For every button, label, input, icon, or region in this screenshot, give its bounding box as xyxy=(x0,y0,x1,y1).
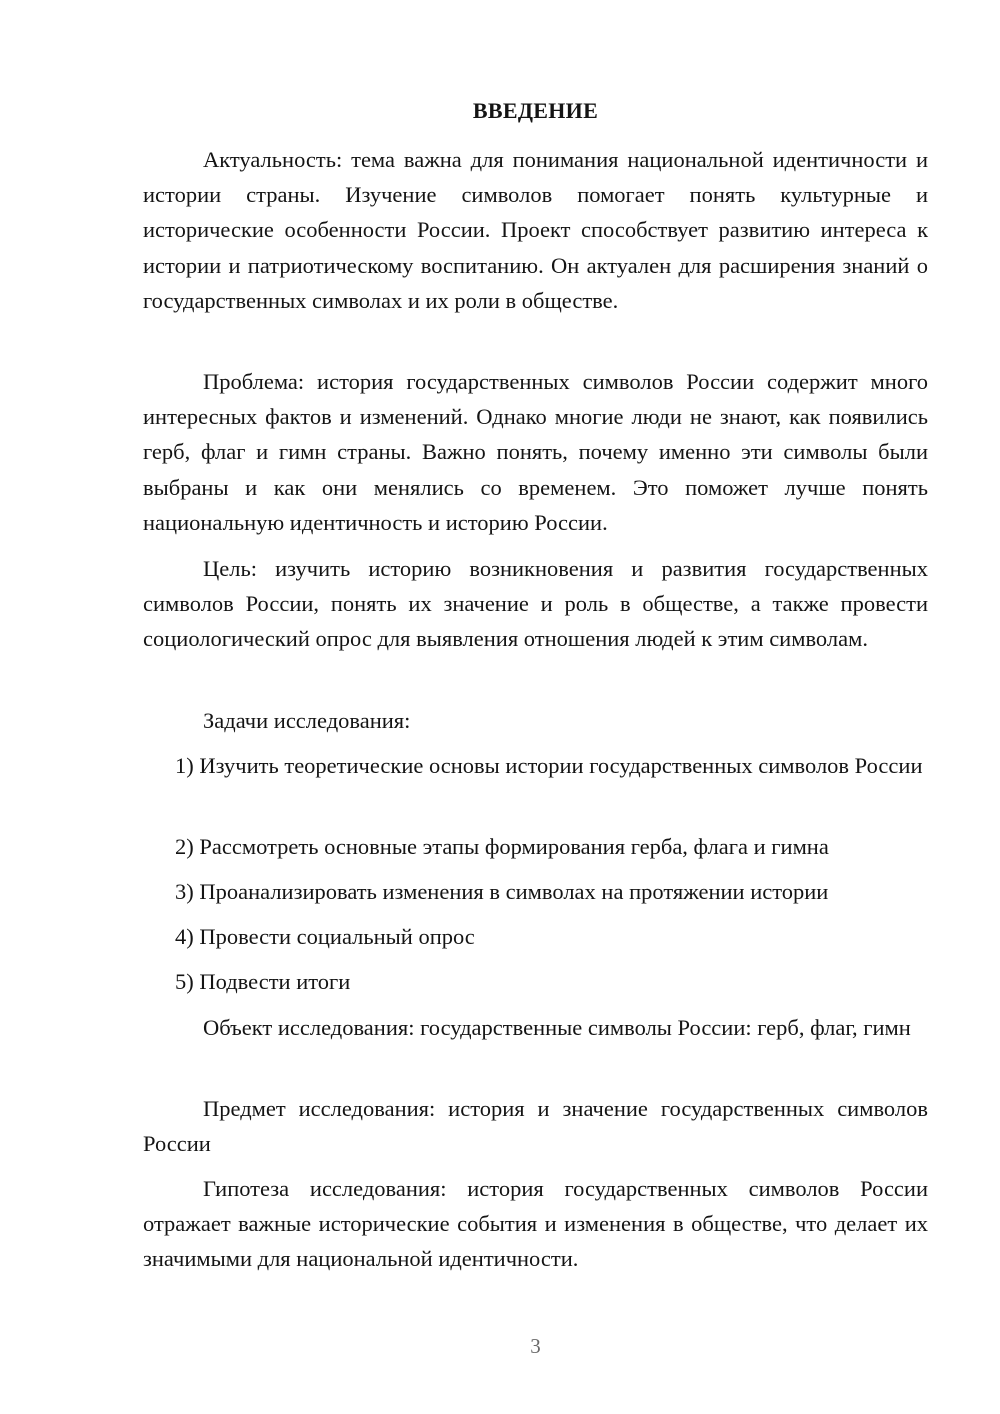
page-number: 3 xyxy=(530,1334,541,1358)
task-item: 3) Проанализировать изменения в символах на протяжении истории xyxy=(175,879,829,904)
subject-paragraph: Предмет исследования: история и значение государственных символов России xyxy=(143,1096,928,1157)
hypothesis-paragraph: Гипотеза исследования: история государственных символов России отражает важные исторические события и изменения в обществе, что делает их значимыми для национальной идентичности. xyxy=(143,1176,928,1272)
relevance-paragraph: Актуальность: тема важна для понимания национальной идентичности и истории страны. Изучение символов помогает понять культурные и исторические особенности России. Проект способствует развитию интереса к истории и патриотическому воспитанию. Он актуален для расширения знаний о государственных символах и их роли в обществе. xyxy=(143,147,928,313)
goal-paragraph: Цель: изучить историю возникновения и развития государственных символов России, понять их значение и роль в обществе, а также провести социологический опрос для выявления отношения людей к этим символам. xyxy=(143,556,928,652)
document-page xyxy=(143,0,928,1414)
problem-paragraph: Проблема: история государственных символов России содержит много интересных фактов и изменений. Однако многие люди не знают, как появились герб, флаг и гимн страны. Важно понять, почему именно эти символы были выбраны и как они менялись со временем. Это поможет лучше понять национальную идентичность и историю России. xyxy=(143,369,928,535)
task-item: 2) Рассмотреть основные этапы формирования герба, флага и гимна xyxy=(175,834,829,859)
tasks-heading: Задачи исследования: xyxy=(203,708,411,733)
task-item: 1) Изучить теоретические основы истории государственных символов России xyxy=(175,753,923,778)
object-paragraph: Объект исследования: государственные символы России: герб, флаг, гимн xyxy=(203,1015,911,1040)
page-title: ВВЕДЕНИЕ xyxy=(472,98,599,123)
task-item: 5) Подвести итоги xyxy=(175,969,351,994)
task-item: 4) Провести социальный опрос xyxy=(175,924,475,949)
